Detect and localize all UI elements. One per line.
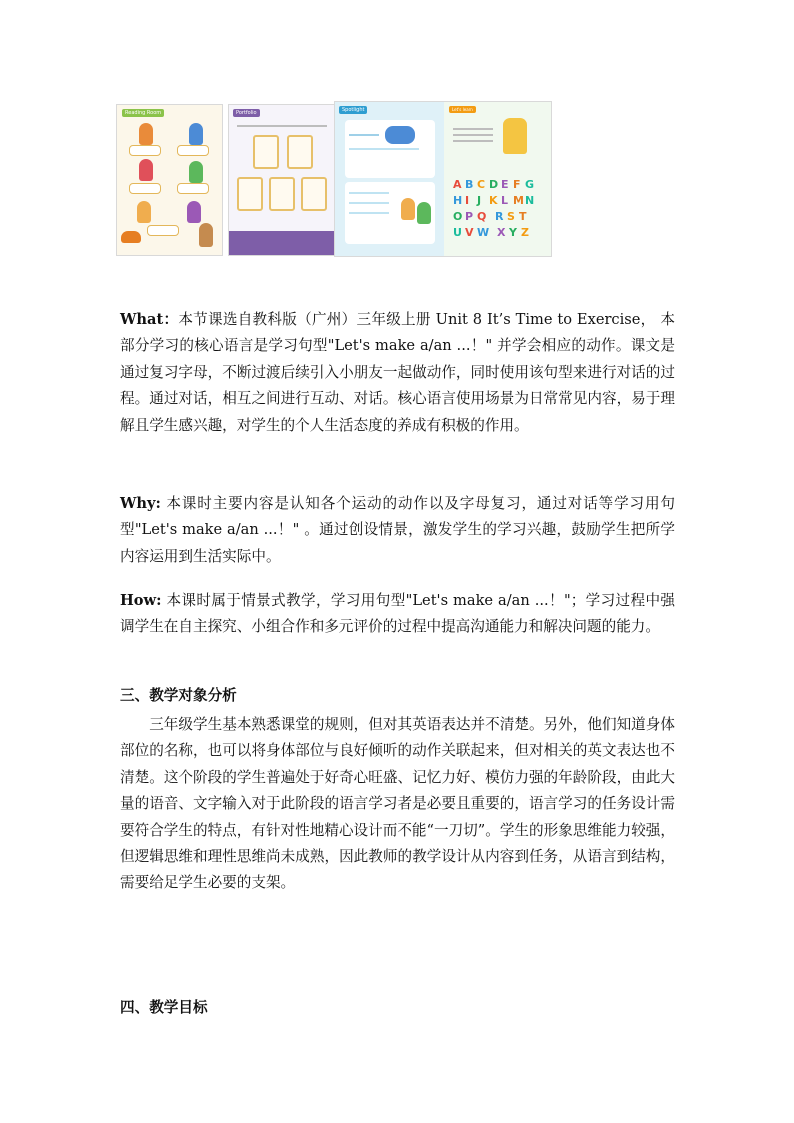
portfolio-tag: Portfolio: [233, 109, 260, 117]
how-paragraph: [120, 588, 675, 641]
lets-learn-tag: Let's learn: [449, 106, 476, 113]
why-label: Why:: [120, 495, 161, 512]
reading-room-page-image: [116, 104, 223, 256]
reading-room-tag: Reading Room: [122, 109, 164, 117]
portfolio-page-image: [228, 104, 335, 256]
why-paragraph: [120, 491, 675, 570]
what-label: What：: [120, 311, 179, 328]
why-text: 本课时主要内容是认知各个运动的动作以及字母复习，通过对话等学习用句型"Let's make a/an ...！" 。通过创设情景，激发学生的学习兴趣，鼓励学生把所学内容运用到生活实际中。: [120, 495, 675, 565]
section-4-heading: 四、教学目标: [120, 999, 208, 1016]
how-text: 本课时属于情景式教学，学习用句型"Let's make a/an ...！"；学习过程中强调学生在自主探究、小组合作和多元评价的过程中提高沟通能力和解决问题的能力。: [120, 592, 675, 636]
section-3-heading: 三、教学对象分析: [120, 687, 237, 704]
what-paragraph: [120, 307, 675, 439]
what-text: 本节课选自教科版（广州）三年级上册 Unit 8 It’s Time to Exercise， 本部分学习的核心语言是学习句型"Let's make a/an ...！" 并学会相应的动作。课文是通过复习字母，不断过渡后续引入小朋友一起做动作，同时使用该句型来进行对话的过程。通过对话，相互之间进行互动、对话。核心语言使用场景为日常常见内容，易于理解且学生感兴趣，对学生的个人生活态度的养成有积极的作用。: [120, 311, 675, 434]
textbook-page-images: [116, 101, 556, 257]
section-3-paragraph: 三年级学生基本熟悉课堂的规则，但对其英语表达并不清楚。另外，他们知道身体部位的名称，也可以将身体部位与良好倾听的动作关联起来，但对相关的英文表达也不清楚。这个阶段的学生普遍处于好奇心旺盛、记忆力好、模仿力强的年龄阶段，由此大量的语音、文字输入对于此阶段的语言学习者是必要且重要的，语言学习的任务设计需要符合学生的特点，有针对性地精心设计而不能“一刀切”。学生的形象思维能力较强，但逻辑思维和理性思维尚未成熟，因此教师的教学设计从内容到任务，从语言到结构，需要给足学生必要的支架。: [120, 716, 675, 892]
spotlight-page-image: Spotlight Let's learn A B C D E F G H I J K L M N O P Q R S T U V W X Y Z: [334, 101, 552, 257]
how-label: How:: [120, 592, 162, 609]
spotlight-tag: Spotlight: [339, 106, 367, 114]
